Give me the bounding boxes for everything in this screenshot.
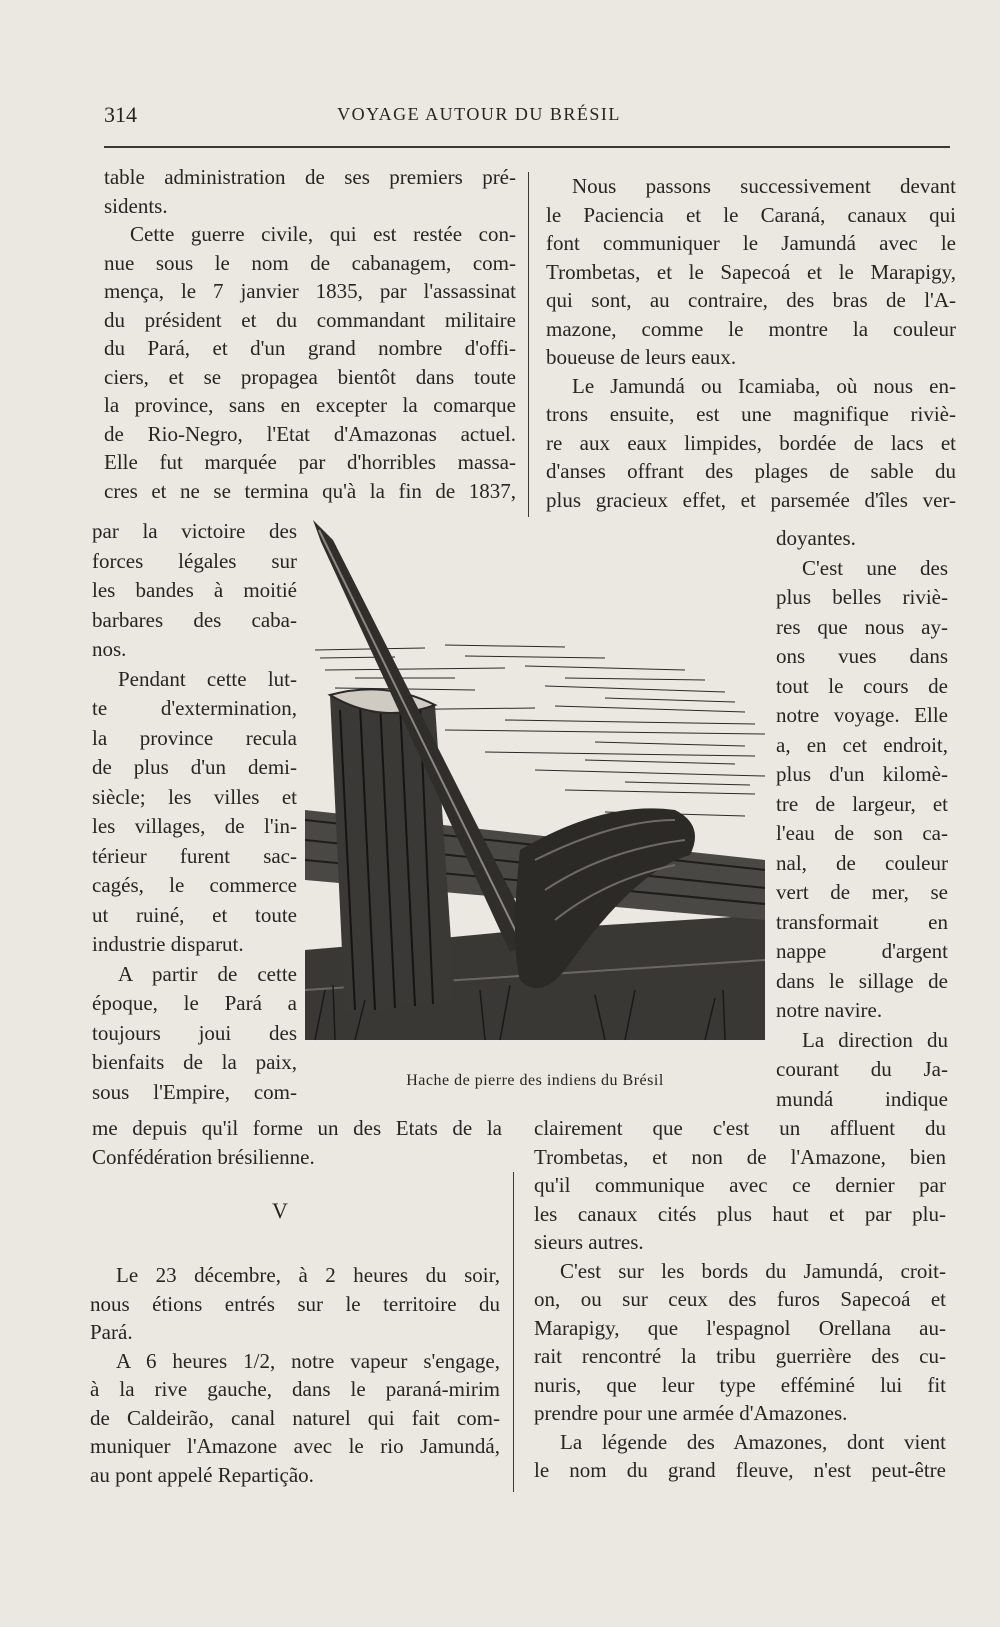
section-heading: V xyxy=(272,1198,288,1223)
text-line: Le Jamundá ou Icamiaba, où nous en- xyxy=(572,373,956,398)
text-line: l'eau de son ca- xyxy=(776,821,948,845)
text-line: Pará. xyxy=(90,1320,133,1344)
text-line: dans le sillage de xyxy=(776,968,948,993)
text-line: industrie disparut. xyxy=(92,932,244,956)
text-line: nal, de couleur xyxy=(776,850,948,875)
left-column-bottom xyxy=(92,1114,502,1171)
text-line: boueuse de leurs eaux. xyxy=(546,345,737,369)
text-line: cres et ne se termina qu'à la fin de 1837, xyxy=(104,478,516,503)
text-line: plus gracieux effet, et parsemée d'îles ver- xyxy=(546,487,956,512)
text-line: par la victoire des xyxy=(92,519,297,543)
text-line: doyantes. xyxy=(776,526,856,550)
text-line: plus belles riviè- xyxy=(776,585,948,609)
text-line: les canaux cités plus haut et par plu- xyxy=(534,1201,946,1226)
text-line: la province, sans en excepter la comarque xyxy=(104,393,516,417)
text-line: me depuis qu'il forme un des Etats de la xyxy=(92,1116,502,1140)
left-column-wrap xyxy=(92,517,297,1107)
text-line: mazone, comme le montre la couleur xyxy=(546,316,956,341)
text-line: clairement que c'est un affluent du xyxy=(534,1116,946,1140)
text-line: courant du Ja- xyxy=(776,1057,948,1081)
text-line: de plus d'un demi- xyxy=(92,755,297,779)
text-line: te d'extermination, xyxy=(92,696,297,720)
text-line: ut ruiné, et toute xyxy=(92,902,297,927)
text-line: prendre pour une armée d'Amazones. xyxy=(534,1401,848,1425)
text-line: les villages, de l'in- xyxy=(92,814,297,838)
text-line: sous l'Empire, com- xyxy=(92,1079,297,1104)
text-line: nue sous le nom de cabanagem, com- xyxy=(104,250,516,275)
text-line: mença, le 7 janvier 1835, par l'assassinat xyxy=(104,279,516,303)
text-line: rait rencontré la tribu guerrière des cu- xyxy=(534,1344,946,1368)
text-line: barbares des caba- xyxy=(92,607,297,632)
text-line: tout le cours de xyxy=(776,673,948,698)
text-line: La direction du xyxy=(802,1027,948,1052)
text-line: plus d'un kilomè- xyxy=(776,762,948,786)
text-line: muniquer l'Amazone avec le rio Jamundá, xyxy=(90,1434,500,1458)
text-line: qu'il communique avec ce dernier par xyxy=(534,1173,946,1197)
text-line: sidents. xyxy=(104,193,168,218)
text-line: cagés, le commerce xyxy=(92,873,297,897)
text-line: Trombetas, et non de l'Amazone, bien xyxy=(534,1144,946,1169)
text-line: de Caldeirão, canal naturel qui fait com- xyxy=(90,1405,500,1430)
right-column-bottom xyxy=(534,1114,946,1485)
text-line: res que nous ay- xyxy=(776,614,948,639)
text-line: vert de mer, se xyxy=(776,880,948,904)
stone-axe-engraving-icon xyxy=(305,520,765,1060)
page-number: 314 xyxy=(104,102,137,127)
text-line: table administration de ses premiers pré- xyxy=(104,165,516,189)
text-line: nos. xyxy=(92,637,127,661)
right-column-wrap xyxy=(776,524,948,1114)
text-line: tre de largeur, et xyxy=(776,791,948,816)
text-line: A partir de cette xyxy=(118,961,297,986)
text-line: sieurs autres. xyxy=(534,1230,644,1254)
text-line: Trombetas, et le Sapecoá et le Marapigy, xyxy=(546,259,956,284)
text-line: transformait en xyxy=(776,909,948,934)
text-line: nappe d'argent xyxy=(776,939,948,963)
text-line: du Pará, et d'un grand nombre d'offi- xyxy=(104,336,516,360)
right-column-top xyxy=(546,172,956,514)
text-line: la province recula xyxy=(92,725,297,750)
text-line: de Rio-Negro, l'Etat d'Amazonas actuel. xyxy=(104,421,516,446)
text-line: re aux eaux limpides, bordée de lacs et xyxy=(546,430,956,455)
text-line: térieur furent sac- xyxy=(92,843,297,868)
text-line: on, ou sur ceux des furos Sapecoá et xyxy=(534,1287,946,1311)
text-line: bienfaits de la paix, xyxy=(92,1050,297,1074)
text-line: les bandes à moitié xyxy=(92,578,297,602)
text-line: Pendant cette lut- xyxy=(118,666,297,691)
running-header xyxy=(104,102,950,130)
text-line: siècle; les villes et xyxy=(92,784,297,809)
text-line: Le 23 décembre, à 2 heures du soir, xyxy=(116,1263,500,1287)
figure-caption: Hache de pierre des indiens du Brésil xyxy=(406,1072,664,1089)
text-line: trons ensuite, est une magnifique riviè- xyxy=(546,402,956,426)
left-column-top xyxy=(104,163,516,505)
text-line: époque, le Pará a xyxy=(92,991,297,1015)
text-line: notre navire. xyxy=(776,998,883,1022)
text-line: du président et du commandant militaire xyxy=(104,307,516,332)
running-title: VOYAGE AUTOUR DU BRÉSIL xyxy=(337,104,621,124)
column-divider-bottom xyxy=(513,1172,514,1492)
text-line: ons vues dans xyxy=(776,644,948,668)
text-line: ciers, et se propagea bientôt dans toute xyxy=(104,364,516,389)
column-divider-top xyxy=(528,172,529,517)
text-line: Confédération brésilienne. xyxy=(92,1144,315,1169)
text-line: a, en cet endroit, xyxy=(776,732,948,757)
text-line: Marapigy, que l'espagnol Orellana au- xyxy=(534,1315,946,1340)
text-line: au pont appelé Repartição. xyxy=(90,1462,314,1487)
header-rule xyxy=(104,146,950,148)
text-line: font communiquer le Jamundá avec le xyxy=(546,231,956,255)
text-line: C'est une des xyxy=(802,555,948,580)
text-line: nous étions entrés sur le territoire du xyxy=(90,1291,500,1316)
text-line: le nom du grand fleuve, n'est peut-être xyxy=(534,1458,946,1482)
left-section-text xyxy=(90,1261,500,1489)
text-line: d'anses offrant des plages de sable du xyxy=(546,459,956,483)
text-line: à la rive gauche, dans le paraná-mirim xyxy=(90,1377,500,1401)
text-line: forces légales sur xyxy=(92,548,297,573)
text-line: Elle fut marquée par d'horribles massa- xyxy=(104,450,516,474)
text-line: le Paciencia et le Caraná, canaux qui xyxy=(546,202,956,227)
text-line: C'est sur les bords du Jamundá, croit- xyxy=(560,1258,946,1283)
text-line: mundá indique xyxy=(776,1086,948,1111)
text-line: toujours joui des xyxy=(92,1020,297,1045)
text-line: Nous passons successivement devant xyxy=(572,174,956,198)
text-line: notre voyage. Elle xyxy=(776,703,948,727)
text-line: A 6 heures 1/2, notre vapeur s'engage, xyxy=(116,1348,500,1373)
text-line: Cette guerre civile, qui est restée con- xyxy=(130,222,516,246)
text-line: nuris, que leur type efféminé lui fit xyxy=(534,1372,946,1397)
text-line: La légende des Amazones, dont vient xyxy=(560,1429,946,1454)
text-line: qui sont, au contraire, des bras de l'A- xyxy=(546,288,956,312)
